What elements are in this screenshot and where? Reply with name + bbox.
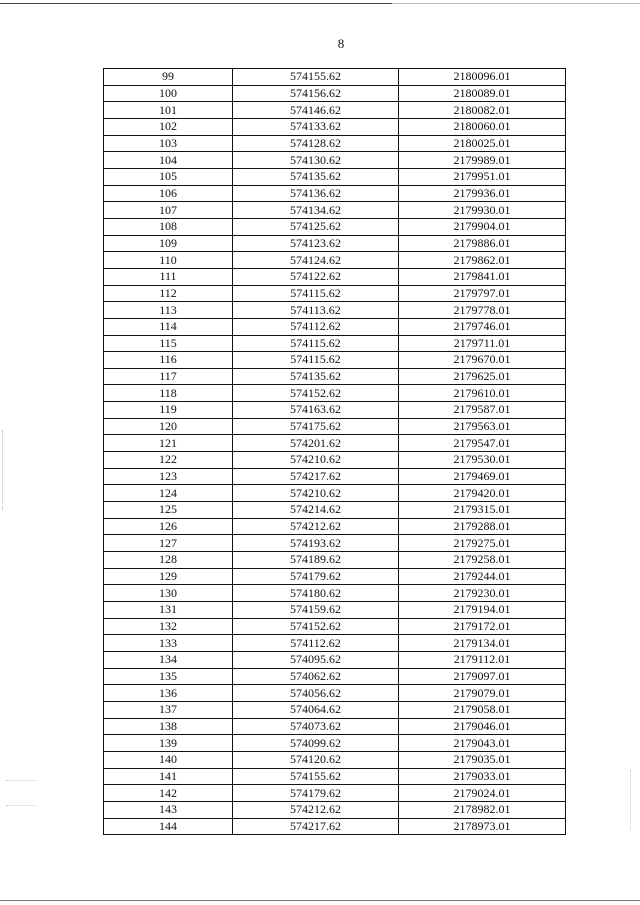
table-row bbox=[104, 735, 566, 752]
point-number-cell: 121 bbox=[104, 435, 233, 452]
scan-edge-line-top bbox=[0, 3, 392, 4]
x-coordinate-cell: 574115.62 bbox=[233, 335, 399, 352]
y-coordinate-cell: 2179951.01 bbox=[399, 168, 566, 185]
point-number-cell: 134 bbox=[104, 651, 233, 668]
x-coordinate-cell: 574115.62 bbox=[233, 285, 399, 302]
x-coordinate-cell: 574135.62 bbox=[233, 368, 399, 385]
coordinate-table-body bbox=[104, 69, 566, 835]
table-row bbox=[104, 751, 566, 768]
table-row bbox=[104, 502, 566, 519]
y-coordinate-cell: 2179587.01 bbox=[399, 402, 566, 419]
x-coordinate-cell: 574201.62 bbox=[233, 435, 399, 452]
point-number-cell: 132 bbox=[104, 618, 233, 635]
x-coordinate-cell: 574189.62 bbox=[233, 552, 399, 569]
x-coordinate-cell: 574152.62 bbox=[233, 385, 399, 402]
point-number-cell: 113 bbox=[104, 302, 233, 319]
y-coordinate-cell: 2179046.01 bbox=[399, 718, 566, 735]
x-coordinate-cell: 574156.62 bbox=[233, 85, 399, 102]
table-row bbox=[104, 602, 566, 619]
table-row bbox=[104, 485, 566, 502]
x-coordinate-cell: 574073.62 bbox=[233, 718, 399, 735]
y-coordinate-cell: 2179778.01 bbox=[399, 302, 566, 319]
point-number-cell: 109 bbox=[104, 235, 233, 252]
x-coordinate-cell: 574120.62 bbox=[233, 751, 399, 768]
y-coordinate-cell: 2179936.01 bbox=[399, 185, 566, 202]
x-coordinate-cell: 574062.62 bbox=[233, 668, 399, 685]
scan-artifact-right bbox=[630, 770, 632, 830]
point-number-cell: 139 bbox=[104, 735, 233, 752]
point-number-cell: 130 bbox=[104, 585, 233, 602]
table-row bbox=[104, 452, 566, 469]
y-coordinate-cell: 2178973.01 bbox=[399, 818, 566, 835]
x-coordinate-cell: 574179.62 bbox=[233, 785, 399, 802]
point-number-cell: 133 bbox=[104, 635, 233, 652]
point-number-cell: 137 bbox=[104, 701, 233, 718]
point-number-cell: 138 bbox=[104, 718, 233, 735]
y-coordinate-cell: 2178982.01 bbox=[399, 801, 566, 818]
x-coordinate-cell: 574212.62 bbox=[233, 518, 399, 535]
scan-artifact-left bbox=[2, 430, 4, 510]
y-coordinate-cell: 2179625.01 bbox=[399, 368, 566, 385]
point-number-cell: 141 bbox=[104, 768, 233, 785]
y-coordinate-cell: 2179563.01 bbox=[399, 418, 566, 435]
point-number-cell: 142 bbox=[104, 785, 233, 802]
y-coordinate-cell: 2179530.01 bbox=[399, 452, 566, 469]
table-row bbox=[104, 618, 566, 635]
y-coordinate-cell: 2179547.01 bbox=[399, 435, 566, 452]
point-number-cell: 110 bbox=[104, 252, 233, 269]
point-number-cell: 120 bbox=[104, 418, 233, 435]
x-coordinate-cell: 574180.62 bbox=[233, 585, 399, 602]
table-row bbox=[104, 635, 566, 652]
y-coordinate-cell: 2179112.01 bbox=[399, 651, 566, 668]
table-row bbox=[104, 785, 566, 802]
x-coordinate-cell: 574095.62 bbox=[233, 651, 399, 668]
y-coordinate-cell: 2179230.01 bbox=[399, 585, 566, 602]
table-row bbox=[104, 235, 566, 252]
table-row bbox=[104, 285, 566, 302]
point-number-cell: 105 bbox=[104, 168, 233, 185]
x-coordinate-cell: 574210.62 bbox=[233, 452, 399, 469]
point-number-cell: 103 bbox=[104, 135, 233, 152]
y-coordinate-cell: 2179862.01 bbox=[399, 252, 566, 269]
y-coordinate-cell: 2179288.01 bbox=[399, 518, 566, 535]
x-coordinate-cell: 574193.62 bbox=[233, 535, 399, 552]
table-row bbox=[104, 318, 566, 335]
x-coordinate-cell: 574125.62 bbox=[233, 218, 399, 235]
x-coordinate-cell: 574113.62 bbox=[233, 302, 399, 319]
point-number-cell: 128 bbox=[104, 552, 233, 569]
table-row bbox=[104, 568, 566, 585]
x-coordinate-cell: 574130.62 bbox=[233, 152, 399, 169]
x-coordinate-cell: 574115.62 bbox=[233, 352, 399, 369]
table-row bbox=[104, 535, 566, 552]
x-coordinate-cell: 574135.62 bbox=[233, 168, 399, 185]
point-number-cell: 129 bbox=[104, 568, 233, 585]
table-row bbox=[104, 69, 566, 86]
x-coordinate-cell: 574133.62 bbox=[233, 118, 399, 135]
y-coordinate-cell: 2179035.01 bbox=[399, 751, 566, 768]
y-coordinate-cell: 2179043.01 bbox=[399, 735, 566, 752]
point-number-cell: 111 bbox=[104, 268, 233, 285]
table-row bbox=[104, 268, 566, 285]
point-number-cell: 135 bbox=[104, 668, 233, 685]
y-coordinate-cell: 2180025.01 bbox=[399, 135, 566, 152]
y-coordinate-cell: 2179746.01 bbox=[399, 318, 566, 335]
point-number-cell: 123 bbox=[104, 468, 233, 485]
table-row bbox=[104, 152, 566, 169]
scan-edge-line-bottom bbox=[0, 900, 640, 901]
table-row bbox=[104, 801, 566, 818]
point-number-cell: 119 bbox=[104, 402, 233, 419]
table-row bbox=[104, 651, 566, 668]
y-coordinate-cell: 2179134.01 bbox=[399, 635, 566, 652]
x-coordinate-cell: 574124.62 bbox=[233, 252, 399, 269]
y-coordinate-cell: 2179420.01 bbox=[399, 485, 566, 502]
table-row bbox=[104, 118, 566, 135]
y-coordinate-cell: 2179989.01 bbox=[399, 152, 566, 169]
point-number-cell: 101 bbox=[104, 102, 233, 119]
table-row bbox=[104, 685, 566, 702]
y-coordinate-cell: 2180082.01 bbox=[399, 102, 566, 119]
page-number: 8 bbox=[337, 36, 345, 51]
x-coordinate-cell: 574146.62 bbox=[233, 102, 399, 119]
x-coordinate-cell: 574064.62 bbox=[233, 701, 399, 718]
y-coordinate-cell: 2179275.01 bbox=[399, 535, 566, 552]
y-coordinate-cell: 2179258.01 bbox=[399, 552, 566, 569]
x-coordinate-cell: 574163.62 bbox=[233, 402, 399, 419]
table-row bbox=[104, 302, 566, 319]
point-number-cell: 107 bbox=[104, 202, 233, 219]
y-coordinate-cell: 2179079.01 bbox=[399, 685, 566, 702]
y-coordinate-cell: 2179024.01 bbox=[399, 785, 566, 802]
x-coordinate-cell: 574217.62 bbox=[233, 468, 399, 485]
point-number-cell: 104 bbox=[104, 152, 233, 169]
y-coordinate-cell: 2179841.01 bbox=[399, 268, 566, 285]
x-coordinate-cell: 574128.62 bbox=[233, 135, 399, 152]
y-coordinate-cell: 2179930.01 bbox=[399, 202, 566, 219]
table-row bbox=[104, 585, 566, 602]
point-number-cell: 140 bbox=[104, 751, 233, 768]
point-number-cell: 108 bbox=[104, 218, 233, 235]
table-row bbox=[104, 135, 566, 152]
table-row bbox=[104, 202, 566, 219]
point-number-cell: 99 bbox=[104, 69, 233, 86]
x-coordinate-cell: 574175.62 bbox=[233, 418, 399, 435]
y-coordinate-cell: 2179670.01 bbox=[399, 352, 566, 369]
point-number-cell: 124 bbox=[104, 485, 233, 502]
point-number-cell: 106 bbox=[104, 185, 233, 202]
point-number-cell: 118 bbox=[104, 385, 233, 402]
table-row bbox=[104, 252, 566, 269]
table-row bbox=[104, 718, 566, 735]
table-row bbox=[104, 552, 566, 569]
point-number-cell: 112 bbox=[104, 285, 233, 302]
table-row bbox=[104, 85, 566, 102]
point-number-cell: 126 bbox=[104, 518, 233, 535]
table-row bbox=[104, 185, 566, 202]
coordinate-table bbox=[103, 68, 566, 835]
y-coordinate-cell: 2179797.01 bbox=[399, 285, 566, 302]
y-coordinate-cell: 2179194.01 bbox=[399, 602, 566, 619]
x-coordinate-cell: 574099.62 bbox=[233, 735, 399, 752]
point-number-cell: 122 bbox=[104, 452, 233, 469]
point-number-cell: 117 bbox=[104, 368, 233, 385]
x-coordinate-cell: 574217.62 bbox=[233, 818, 399, 835]
x-coordinate-cell: 574214.62 bbox=[233, 502, 399, 519]
y-coordinate-cell: 2179610.01 bbox=[399, 385, 566, 402]
x-coordinate-cell: 574155.62 bbox=[233, 768, 399, 785]
y-coordinate-cell: 2180060.01 bbox=[399, 118, 566, 135]
x-coordinate-cell: 574210.62 bbox=[233, 485, 399, 502]
y-coordinate-cell: 2179315.01 bbox=[399, 502, 566, 519]
x-coordinate-cell: 574212.62 bbox=[233, 801, 399, 818]
point-number-cell: 131 bbox=[104, 602, 233, 619]
point-number-cell: 136 bbox=[104, 685, 233, 702]
x-coordinate-cell: 574123.62 bbox=[233, 235, 399, 252]
table-row bbox=[104, 102, 566, 119]
table-row bbox=[104, 468, 566, 485]
table-row bbox=[104, 352, 566, 369]
y-coordinate-cell: 2179058.01 bbox=[399, 701, 566, 718]
x-coordinate-cell: 574159.62 bbox=[233, 602, 399, 619]
y-coordinate-cell: 2180089.01 bbox=[399, 85, 566, 102]
y-coordinate-cell: 2179097.01 bbox=[399, 668, 566, 685]
table-row bbox=[104, 385, 566, 402]
x-coordinate-cell: 574056.62 bbox=[233, 685, 399, 702]
table-row bbox=[104, 335, 566, 352]
table-row bbox=[104, 218, 566, 235]
x-coordinate-cell: 574152.62 bbox=[233, 618, 399, 635]
x-coordinate-cell: 574112.62 bbox=[233, 318, 399, 335]
x-coordinate-cell: 574112.62 bbox=[233, 635, 399, 652]
point-number-cell: 143 bbox=[104, 801, 233, 818]
x-coordinate-cell: 574134.62 bbox=[233, 202, 399, 219]
point-number-cell: 102 bbox=[104, 118, 233, 135]
scan-edge-line-top-faint bbox=[392, 3, 640, 4]
y-coordinate-cell: 2179172.01 bbox=[399, 618, 566, 635]
point-number-cell: 144 bbox=[104, 818, 233, 835]
y-coordinate-cell: 2180096.01 bbox=[399, 69, 566, 86]
point-number-cell: 116 bbox=[104, 352, 233, 369]
point-number-cell: 127 bbox=[104, 535, 233, 552]
y-coordinate-cell: 2179904.01 bbox=[399, 218, 566, 235]
table-row bbox=[104, 168, 566, 185]
point-number-cell: 115 bbox=[104, 335, 233, 352]
table-row bbox=[104, 368, 566, 385]
x-coordinate-cell: 574179.62 bbox=[233, 568, 399, 585]
table-row bbox=[104, 402, 566, 419]
table-row bbox=[104, 818, 566, 835]
x-coordinate-cell: 574122.62 bbox=[233, 268, 399, 285]
table-row bbox=[104, 518, 566, 535]
table-row bbox=[104, 668, 566, 685]
table-row bbox=[104, 418, 566, 435]
point-number-cell: 114 bbox=[104, 318, 233, 335]
y-coordinate-cell: 2179886.01 bbox=[399, 235, 566, 252]
x-coordinate-cell: 574155.62 bbox=[233, 69, 399, 86]
y-coordinate-cell: 2179033.01 bbox=[399, 768, 566, 785]
y-coordinate-cell: 2179711.01 bbox=[399, 335, 566, 352]
y-coordinate-cell: 2179244.01 bbox=[399, 568, 566, 585]
table-row bbox=[104, 435, 566, 452]
x-coordinate-cell: 574136.62 bbox=[233, 185, 399, 202]
y-coordinate-cell: 2179469.01 bbox=[399, 468, 566, 485]
point-number-cell: 100 bbox=[104, 85, 233, 102]
table-row bbox=[104, 701, 566, 718]
point-number-cell: 125 bbox=[104, 502, 233, 519]
table-row bbox=[104, 768, 566, 785]
scan-artifact-left-bottom bbox=[6, 780, 36, 806]
